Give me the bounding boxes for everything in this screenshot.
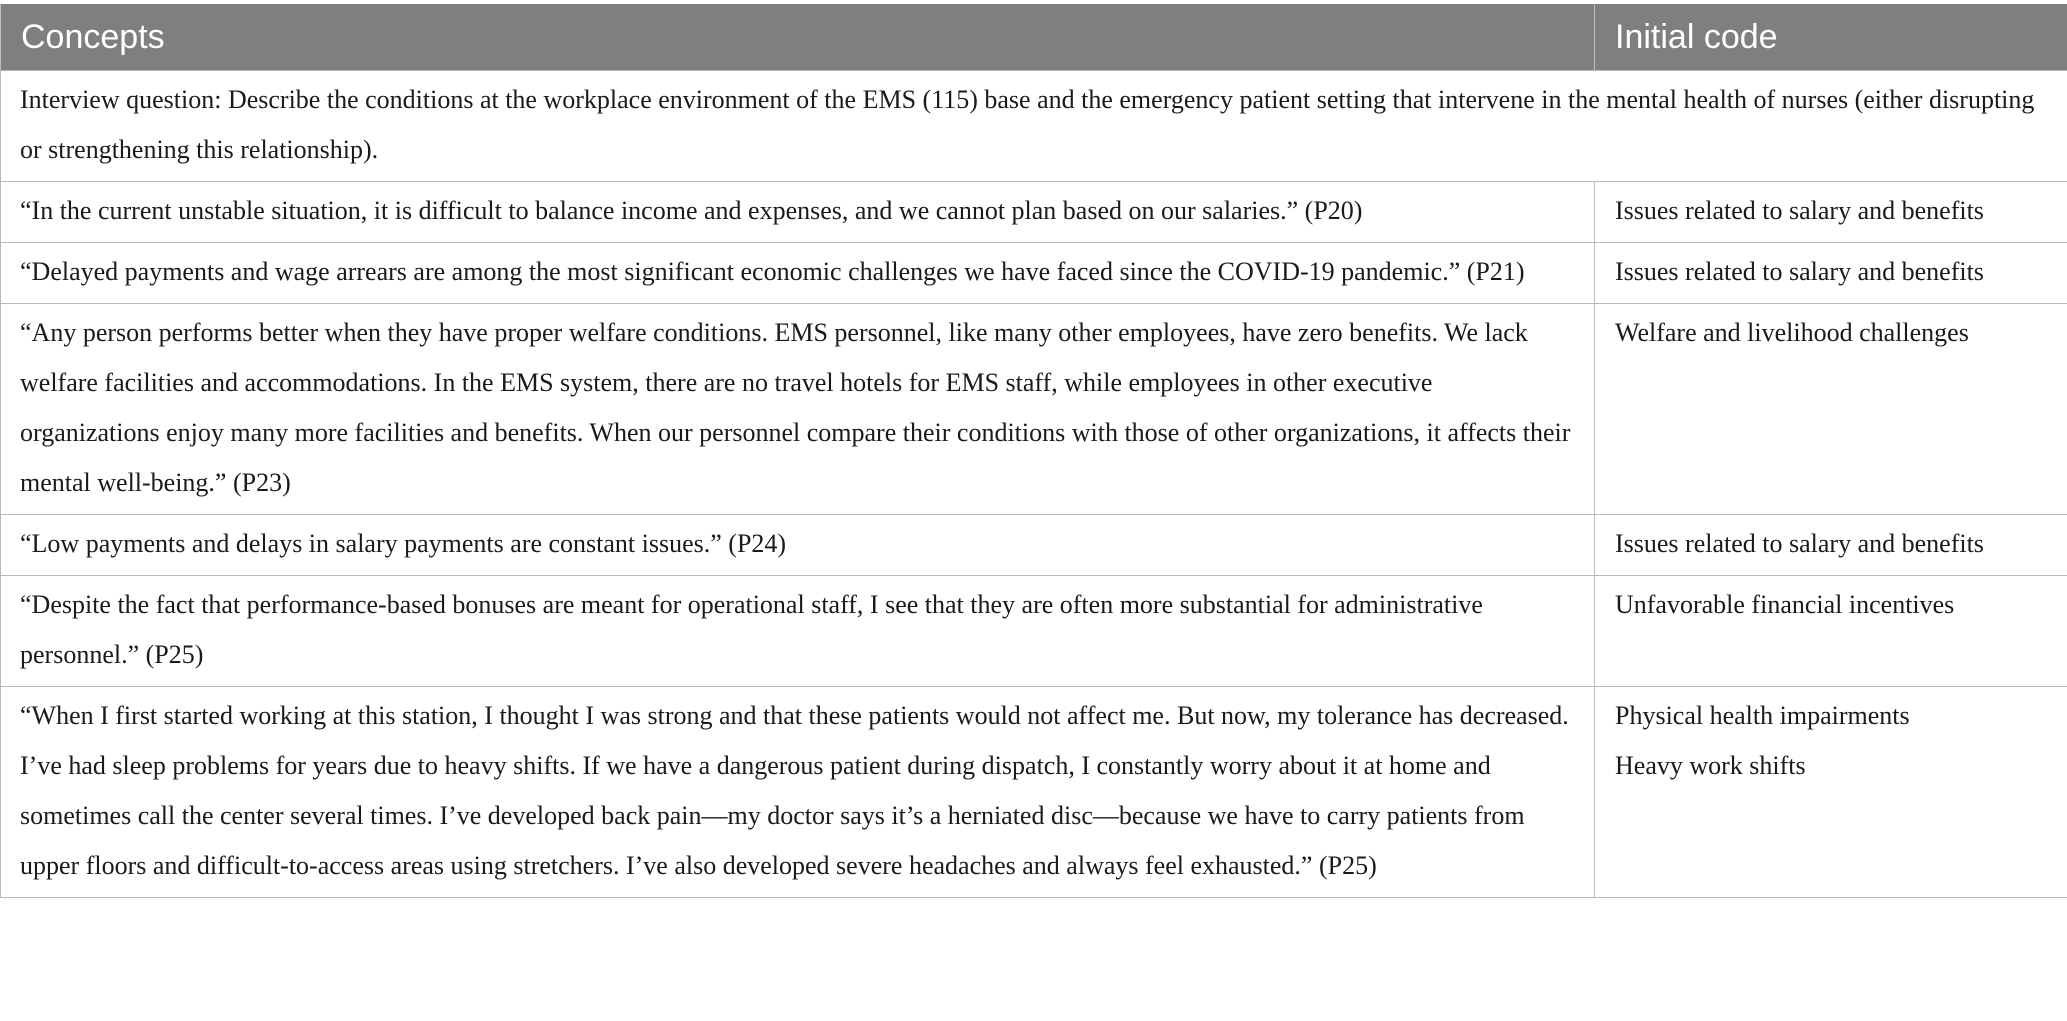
initial-code: Physical health impairments — [1615, 701, 1910, 730]
table-row — [1, 576, 2067, 687]
concept-cell: “In the current unstable situation, it is difficult to balance income and expenses, and we cannot plan based on our salaries.” (P20) — [1, 182, 1595, 243]
table-row — [1, 182, 2067, 243]
initial-code-cell — [1595, 243, 2067, 304]
concept-cell: “Delayed payments and wage arrears are among the most significant economic challenges we have faced since the COVID-19 pandemic.” (P21) — [1, 243, 1595, 304]
initial-code-cell — [1595, 515, 2067, 576]
initial-code: Issues related to salary and benefits — [1615, 196, 1984, 225]
initial-code-cell — [1595, 182, 2067, 243]
header-initial-code: Initial code — [1595, 4, 2067, 71]
initial-code: Unfavorable financial incentives — [1615, 590, 1955, 619]
table-row — [1, 687, 2067, 898]
table-row — [1, 243, 2067, 304]
initial-code: Issues related to salary and benefits — [1615, 529, 1984, 558]
header-concepts: Concepts — [1, 4, 1595, 71]
concept-cell: “Low payments and delays in salary payments are constant issues.” (P24) — [1, 515, 1595, 576]
table-row — [1, 515, 2067, 576]
concept-cell: “When I first started working at this station, I thought I was strong and that these patients would not affect me. But now, my tolerance has decreased. I’ve had sleep problems for years due to heavy shifts. If we have a dangerous patient during dispatch, I constantly worry about it at home and sometimes call the center several times. I’ve developed back pain—my doctor says it’s a herniated disc—because we have to carry patients from upper floors and difficult-to-access areas using stretchers. I’ve also developed severe headaches and always feel exhausted.” (P25) — [1, 687, 1595, 898]
initial-code: Welfare and livelihood challenges — [1615, 318, 1969, 347]
initial-code: Heavy work shifts — [1615, 751, 1806, 780]
initial-code-cell — [1595, 304, 2067, 515]
header-row — [1, 4, 2067, 71]
table-row — [1, 304, 2067, 515]
interview-question-row — [1, 71, 2067, 182]
coding-table — [0, 4, 2067, 898]
table-header — [1, 4, 2067, 71]
concept-cell: “Any person performs better when they have proper welfare conditions. EMS personnel, like many other employees, have zero benefits. We lack welfare facilities and accommodations. In the EMS system, there are no travel hotels for EMS staff, while employees in other executive organizations enjoy many more facilities and benefits. When our personnel compare their conditions with those of other organizations, it affects their mental well-being.” (P23) — [1, 304, 1595, 515]
interview-question-cell: Interview question: Describe the conditions at the workplace environment of the EMS (115) base and the emergency patient setting that intervene in the mental health of nurses (either disrupting or strengthening this relationship). — [1, 71, 2067, 182]
initial-code-cell — [1595, 576, 2067, 687]
table-body — [1, 71, 2067, 898]
concept-cell: “Despite the fact that performance-based bonuses are meant for operational staff, I see that they are often more substantial for administrative personnel.” (P25) — [1, 576, 1595, 687]
initial-code-cell — [1595, 687, 2067, 898]
initial-code: Issues related to salary and benefits — [1615, 257, 1984, 286]
coding-table-container — [0, 4, 2067, 898]
